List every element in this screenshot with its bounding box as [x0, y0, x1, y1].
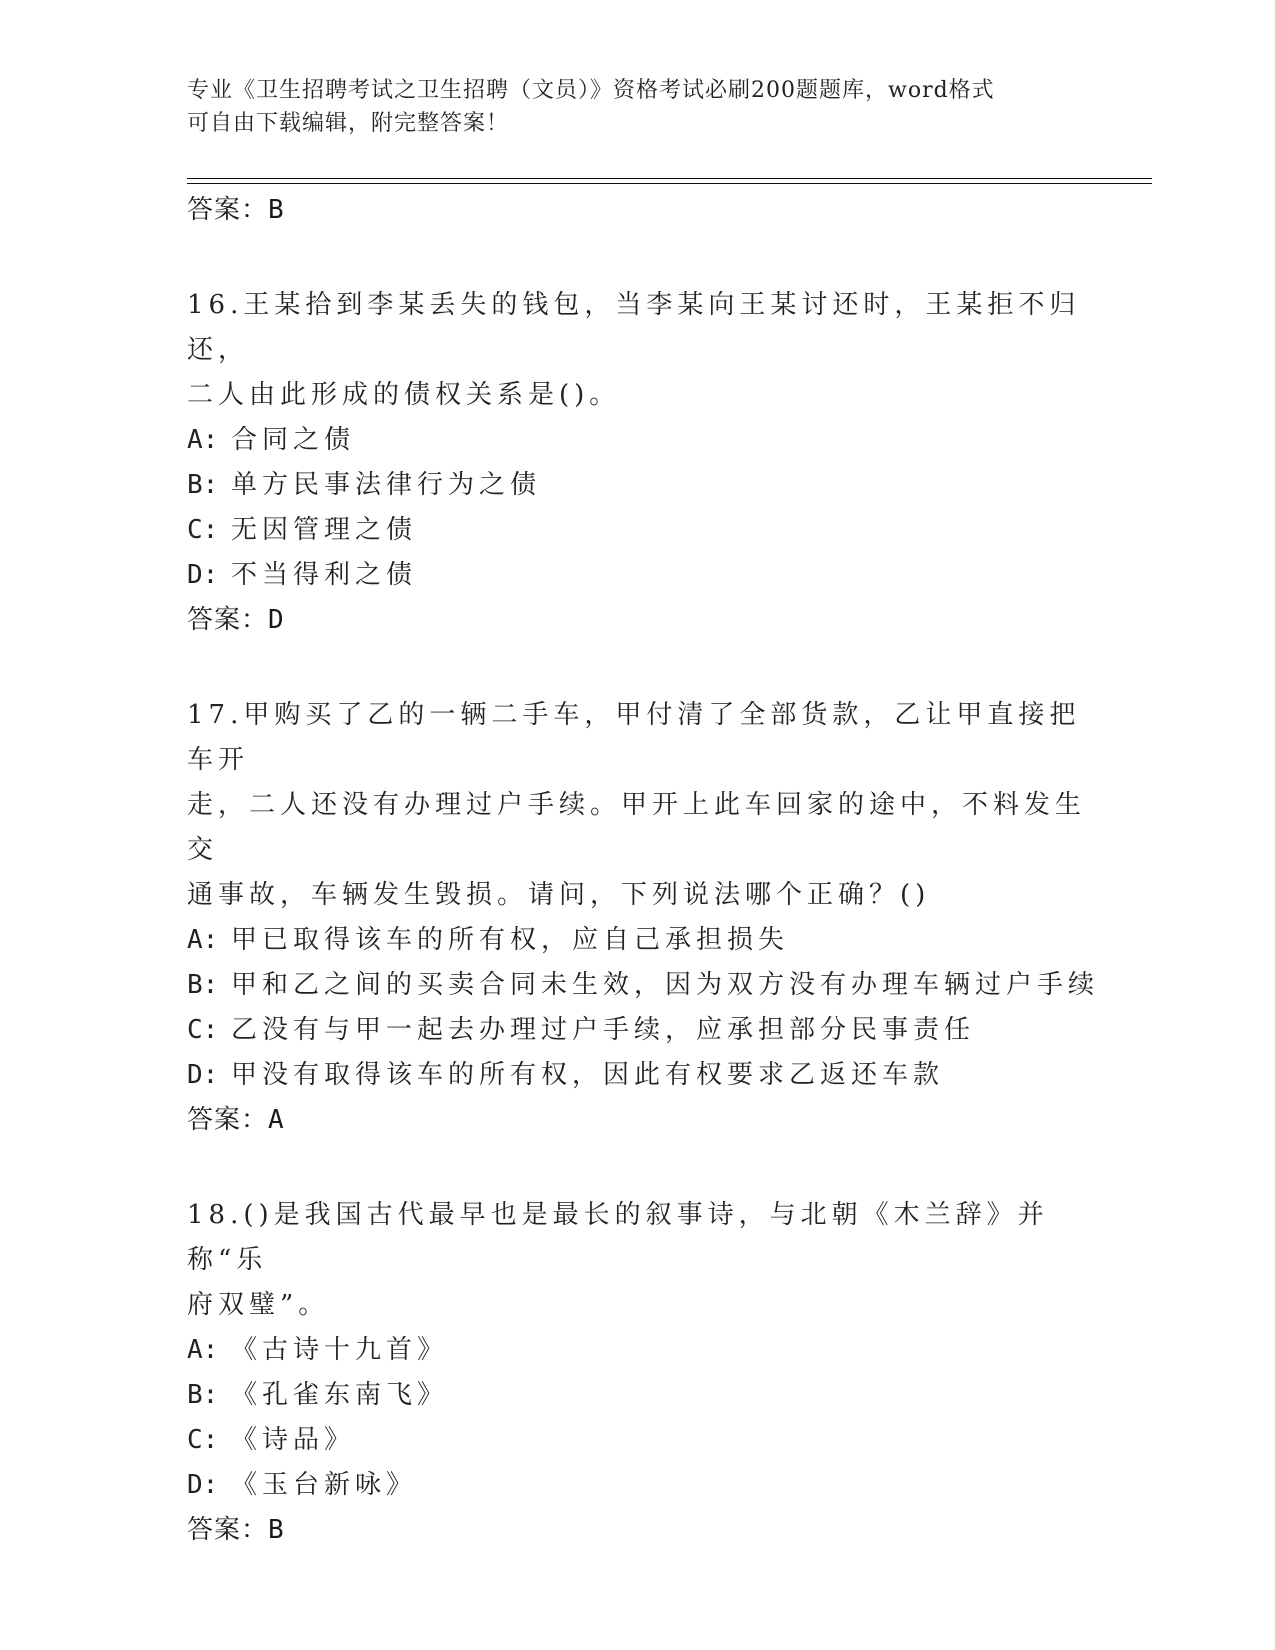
option-b — [187, 463, 1087, 508]
option-a — [187, 1328, 1087, 1373]
answer-value: D — [268, 605, 285, 635]
option-key: A: — [187, 925, 219, 955]
answer-value: A — [268, 1105, 285, 1135]
question-answer — [187, 598, 1087, 643]
option-text: 《古诗十九首》 — [231, 1335, 449, 1365]
option-text: 甲没有取得该车的所有权，因此有权要求乙返还车款 — [231, 1060, 945, 1090]
answer-label: 答案： — [187, 195, 269, 225]
question-answer — [187, 1098, 1087, 1143]
option-text: 甲已取得该车的所有权，应自己承担损失 — [231, 925, 790, 955]
answer-label: 答案： — [187, 605, 269, 635]
option-text: 合同之债 — [231, 425, 356, 455]
question-16 — [187, 283, 1087, 643]
question-stem — [187, 1193, 1087, 1328]
stem-line: 18.()是我国古代最早也是最长的叙事诗，与北朝《木兰辞》并称“乐 — [187, 1200, 1049, 1275]
answer-label: 答案： — [187, 1515, 269, 1545]
option-text: 《诗品》 — [231, 1425, 356, 1455]
stem-line: 通事故，车辆发生毁损。请问，下列说法哪个正确？() — [187, 880, 931, 910]
option-b — [187, 1373, 1087, 1418]
stem-line: 16.王某拾到李某丢失的钱包，当李某向王某讨还时，王某拒不归还， — [187, 290, 1081, 365]
header-divider-top — [187, 178, 1152, 179]
option-a — [187, 918, 1087, 963]
previous-answer — [187, 188, 1087, 233]
option-key: B: — [187, 470, 219, 500]
option-d — [187, 1463, 1087, 1508]
answer-value: B — [268, 195, 285, 225]
option-key: C: — [187, 1425, 219, 1455]
answer-label: 答案： — [187, 1105, 269, 1135]
option-text: 无因管理之债 — [231, 515, 418, 545]
option-key: D: — [187, 1470, 219, 1500]
option-text: 《玉台新咏》 — [231, 1470, 418, 1500]
question-17 — [187, 693, 1100, 1143]
document-header — [187, 74, 1067, 140]
option-key: C: — [187, 515, 219, 545]
answer-value: B — [268, 1515, 285, 1545]
question-18 — [187, 1193, 1087, 1553]
option-key: B: — [187, 970, 219, 1000]
option-c — [187, 1008, 1087, 1053]
header-line-2: 可自由下载编辑，附完整答案！ — [187, 111, 510, 136]
option-key: D: — [187, 1060, 219, 1090]
stem-line: 二人由此形成的债权关系是()。 — [187, 380, 621, 410]
option-text: 甲和乙之间的买卖合同未生效，因为双方没有办理车辆过户手续 — [231, 970, 1100, 1000]
option-text: 不当得利之债 — [231, 560, 418, 590]
option-d — [187, 553, 1087, 598]
option-text: 乙没有与甲一起去办理过户手续，应承担部分民事责任 — [231, 1015, 976, 1045]
option-key: B: — [187, 1380, 219, 1410]
option-key: A: — [187, 425, 219, 455]
option-a — [187, 418, 1087, 463]
question-list — [187, 188, 1100, 1553]
option-text: 单方民事法律行为之债 — [231, 470, 542, 500]
option-key: A: — [187, 1335, 219, 1365]
option-text: 《孔雀东南飞》 — [231, 1380, 449, 1410]
stem-line: 17.甲购买了乙的一辆二手车，甲付清了全部货款，乙让甲直接把车开 — [187, 700, 1081, 775]
question-answer — [187, 1508, 1087, 1553]
option-b — [187, 963, 1100, 1008]
option-key: C: — [187, 1015, 219, 1045]
option-d — [187, 1053, 1087, 1098]
header-divider-bottom — [187, 183, 1152, 184]
stem-line: 走，二人还没有办理过户手续。甲开上此车回家的途中，不料发生交 — [187, 790, 1087, 865]
option-c — [187, 508, 1087, 553]
header-line-1: 专业《卫生招聘考试之卫生招聘（文员）》资格考试必刷200题题库，word格式 — [187, 78, 995, 103]
question-stem — [187, 283, 1087, 418]
option-c — [187, 1418, 1087, 1463]
stem-line: 府双璧”。 — [187, 1290, 330, 1320]
option-key: D: — [187, 560, 219, 590]
question-stem — [187, 693, 1087, 918]
